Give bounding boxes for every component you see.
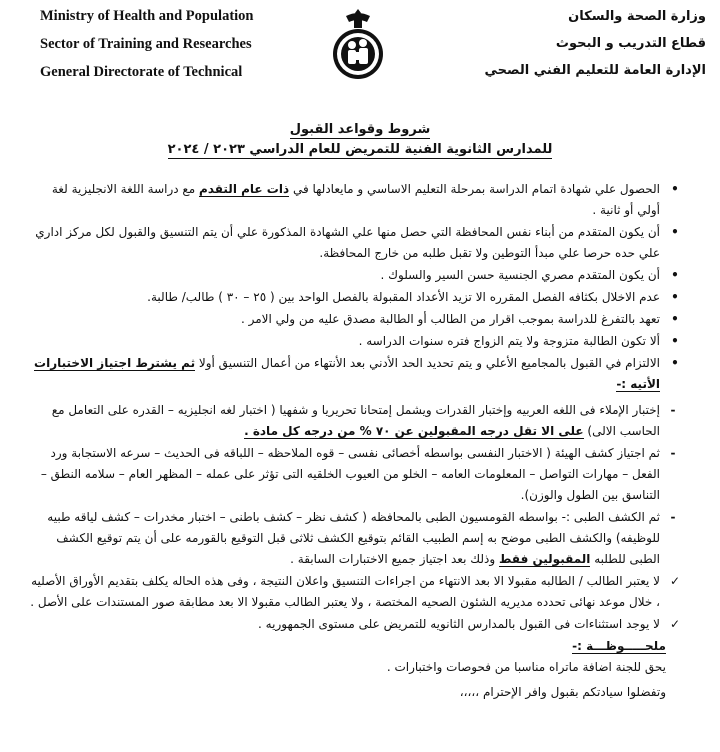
exam-text: ثم الكشف الطبى :- بواسطه القومسيون الطبى بالمحافظه ( كشف نظر – كشف باطنى – اختبار مخدرات – كشف لياقه طبيه للوظيفه) والكشف الطبى موضح به إسم الطبيب القائم بتوقيع الكشف ثلاثى قبل التوقيع بالقورمه على أن يتم توقيع الكشف الطبى للطلبه xyxy=(47,510,660,566)
rule-item xyxy=(30,614,684,635)
note-heading-text: ملحـــــوظـــة :- xyxy=(572,639,666,653)
rule-text: لا يوجد استثناءات فى القبول بالمدارس الثانويه للتمريض على مستوى الجمهوريه . xyxy=(258,617,660,631)
header-arabic-line: وزارة الصحة والسكان xyxy=(568,9,706,24)
exam-emphasis: على الا تقل درجه المقبولين عن ٧٠ % من درجه كل مادة . xyxy=(244,424,584,438)
condition-text: أن يكون المتقدم من أبناء نفس المحافظة التي حصل منها علي الشهادة المذكورة علي أن يتم التنسيق والقبول لكل مركز اداري علي حده حرصا علي مبدأ التوطين ولا تقبل طلبه من خارج المحافظة. xyxy=(35,225,660,260)
dash-marker-icon: - xyxy=(670,446,676,460)
rule-item xyxy=(30,571,684,613)
condition-text: أن يكون المتقدم مصري الجنسية حسن السير والسلوك . xyxy=(380,268,660,282)
bullet-icon: • xyxy=(671,290,679,304)
condition-item xyxy=(30,265,684,286)
condition-item xyxy=(30,287,684,308)
header-english-line: Ministry of Health and Population xyxy=(40,8,254,24)
condition-emphasis: ذات عام التقدم xyxy=(199,182,290,196)
bullet-icon: • xyxy=(671,225,679,239)
condition-text: تعهد بالتفرغ للدراسة بموجب اقرار من الطالب أو الطالبة مصدق عليه من ولي الامر . xyxy=(240,312,660,326)
bullet-icon: • xyxy=(671,268,679,282)
condition-text: الحصول علي شهادة اتمام الدراسة بمرحلة التعليم الاساسي و مايعادلها في xyxy=(289,182,660,196)
ministry-seal-icon xyxy=(327,6,389,90)
exam-emphasis: المقبولين فقط xyxy=(498,552,591,566)
exam-item xyxy=(30,507,684,570)
note-text: يحق للجنة اضافة ماتراه مناسبا من فحوصات واختبارات . xyxy=(386,660,666,674)
condition-item xyxy=(30,353,684,395)
header-english xyxy=(40,6,290,90)
condition-text: مع دراسة اللغة الانجليزية لغة أولي أو ثانية . xyxy=(51,182,660,217)
condition-item xyxy=(30,309,684,330)
exam-text: وذلك بعد اجتياز جميع الاختبارات السابقة . xyxy=(290,552,499,566)
bullet-icon: • xyxy=(671,312,679,326)
header-arabic-line: الإدارة العامة للتعليم الفني الصحي xyxy=(484,63,706,78)
condition-emphasis: ثم يشترط اجتياز الاختبارات الأتيه :- xyxy=(34,356,660,391)
dash-marker-icon: - xyxy=(670,403,676,417)
condition-item xyxy=(30,179,684,221)
bullet-icon: • xyxy=(671,334,679,348)
exam-item xyxy=(30,443,684,506)
header-english-line: General Directorate of Technical xyxy=(40,64,243,80)
title-line-1: شروط وقواعد القبول xyxy=(289,122,431,137)
checkmark-icon: ✓ xyxy=(669,574,681,588)
dash-marker-icon: - xyxy=(670,510,676,524)
header-arabic-line: قطاع التدريب و البحوث xyxy=(555,36,706,51)
header-arabic xyxy=(456,6,706,87)
bullet-icon: • xyxy=(671,182,679,196)
document-title xyxy=(120,122,600,137)
condition-text: الالتزام في القبول بالمجاميع الأعلي و يتم تحديد الحد الأدني بعد الأنتهاء من أعمال التنسيق أولا xyxy=(195,356,660,370)
condition-item xyxy=(30,222,684,264)
exam-text: ثم اجتياز كشف الهيئة ( الاختبار النفسى بواسطه أخصائى نفسى – قوه الملاحظه – اللباقه فى الحديث – سرعه الاستجابة ورد الفعل – مهارات التواصل – المعلومات العامه – الخلو من العيوب الخلقيه التى تؤثر على عمله – المظهر العام – سلامه النطق – التناسق بين الطول والوزن). xyxy=(40,446,660,502)
condition-item xyxy=(30,331,684,352)
header-english-line: Sector of Training and Researches xyxy=(40,36,252,52)
closing-text: وتفضلوا سيادتكم بقبول وافر الإحترام ،،،،، xyxy=(459,685,666,699)
condition-text: عدم الاخلال بكثافه الفصل المقرره الا تزيد الأعداد المقبولة بالفصل الواحد بين ( ٢٥ – ٣٠ ) طالب/ طالبة. xyxy=(147,290,660,304)
bullet-icon: • xyxy=(671,356,679,370)
rule-text: لا يعتبر الطالب / الطالبه مقبولا الا بعد الانتهاء من اجراءات التنسيق واعلان النتيجة ، وفى هذه الحاله يكلف بتقديم الأوراق الأصليه ، خلال موعد نهائى تحدده مديريه الشئون الصحيه المختصة ، ولا يعتبر الطالب مقبولا الا بعد مطابقة صور المستندات على الأصل . xyxy=(30,574,660,609)
title-line-2: للمدارس الثانوية الفنية للتمريض للعام الدراسي ٢٠٢٣ / ٢٠٢٤ xyxy=(167,142,553,157)
document-body xyxy=(30,179,684,703)
exam-text: إختبار الإملاء فى اللغه العربيه وإختبار القدرات ويشمل إمتحانا تحريريا و شفهيا ( اختبار لغه انجليزيه – القدره على التعامل مع الحاسب الالى) xyxy=(51,403,660,438)
document-subtitle xyxy=(120,142,600,157)
condition-text: ألا تكون الطالبة متزوجة ولا يتم الزواج فتره سنوات الدراسه . xyxy=(358,334,660,348)
checkmark-icon: ✓ xyxy=(669,617,681,631)
exam-item xyxy=(30,400,684,442)
note-heading xyxy=(30,636,684,657)
